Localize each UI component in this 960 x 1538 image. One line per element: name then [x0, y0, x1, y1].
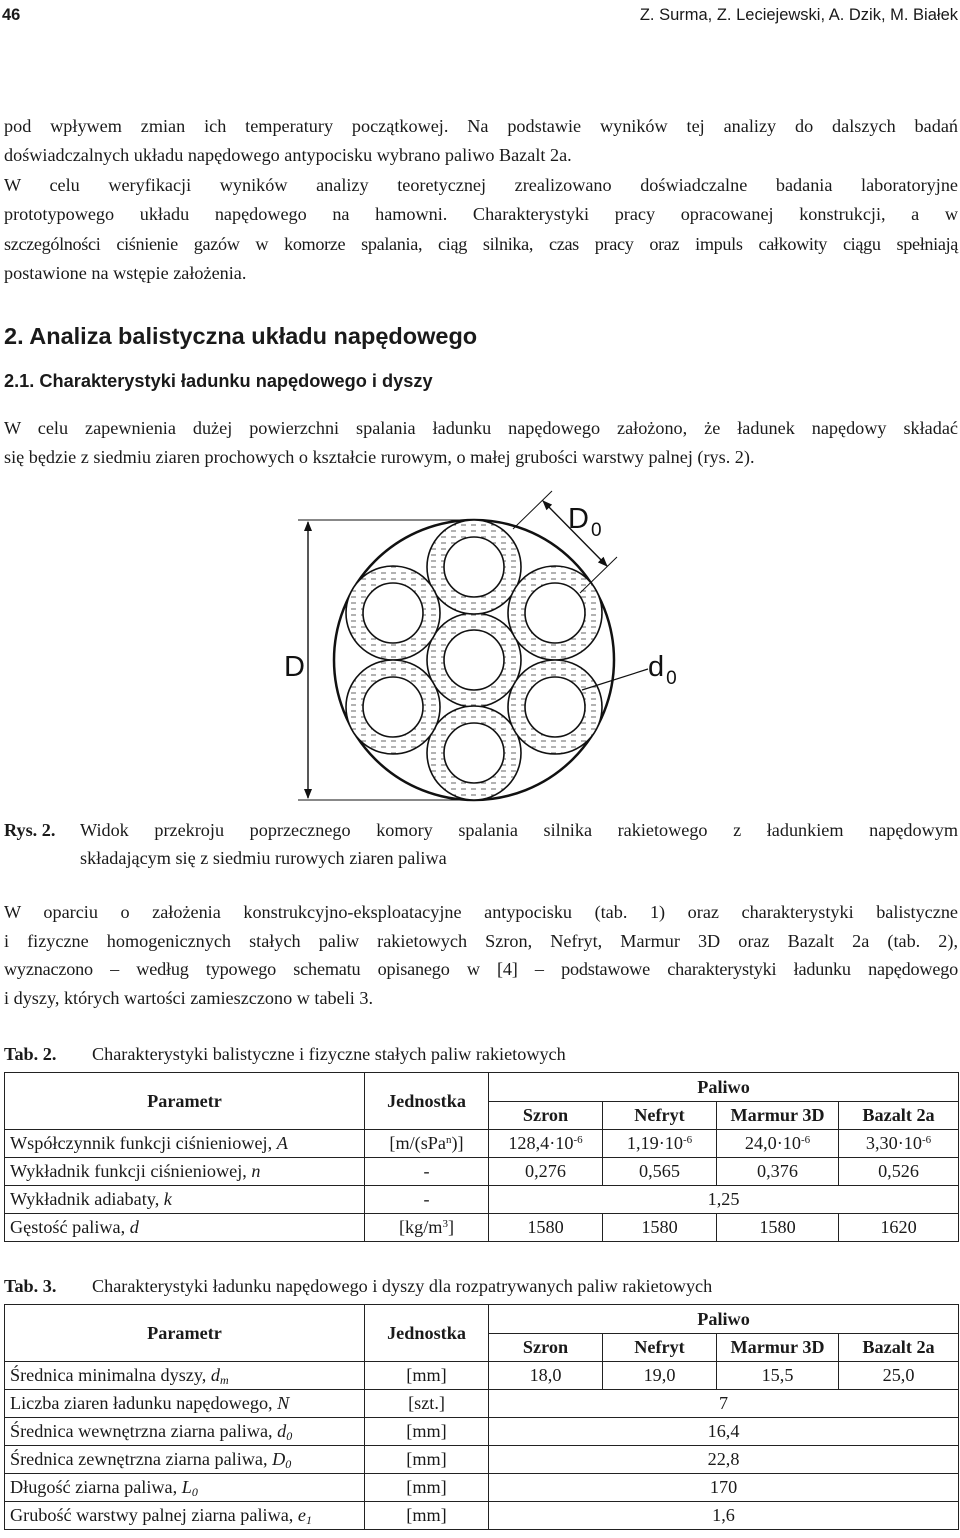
value-cell: 18,0	[489, 1362, 603, 1390]
param-cell: Współczynnik funkcji ciśnieniowej, A	[5, 1130, 365, 1158]
table-row	[5, 1446, 959, 1474]
value-cell: 22,8	[489, 1446, 959, 1474]
header-fuel: Paliwo	[489, 1305, 959, 1334]
value-cell: 1580	[489, 1214, 603, 1242]
table-caption: Charakterystyki balistyczne i fizyczne stałych paliw rakietowych	[92, 1044, 566, 1064]
table-row	[5, 1158, 959, 1186]
table-row	[5, 1186, 959, 1214]
value-cell: 0,276	[489, 1158, 603, 1186]
header-fuel-name: Szron	[489, 1102, 603, 1130]
text-line: pod wpływem zmian ich temperatury początkowej. Na podstawie wyników tej analizy do dalszych badań	[4, 116, 958, 136]
value-cell: $3,30\cdot 10^{-6}$	[839, 1130, 959, 1158]
header-fuel-name: Bazalt 2a	[839, 1102, 959, 1130]
table-row	[5, 1130, 959, 1158]
text-line: szczególności ciśnienie gazów w komorze spalania, ciąg silnika, czas pracy oraz impuls całkowity ciągu spełniają	[4, 233, 958, 254]
value-cell: 0,526	[839, 1158, 959, 1186]
header-parameter: Parametr	[5, 1305, 365, 1362]
unit-cell: -	[365, 1186, 489, 1214]
table-row	[5, 1474, 959, 1502]
header-fuel-name: Marmur 3D	[717, 1102, 839, 1130]
value-cell: 1580	[717, 1214, 839, 1242]
header-fuel-name: Bazalt 2a	[839, 1334, 959, 1362]
value-cell: 15,5	[717, 1362, 839, 1390]
value-cell: 19,0	[603, 1362, 717, 1390]
header-parameter: Parametr	[5, 1073, 365, 1130]
page-number: 46	[2, 6, 21, 24]
table-row	[5, 1362, 959, 1390]
param-cell: Wykładnik adiabaty, k	[5, 1186, 365, 1214]
caption-line: Widok przekroju poprzecznego komory spalania silnika rakietowego z ładunkiem napędowym	[80, 820, 958, 840]
table2	[4, 1072, 959, 1242]
table-row	[5, 1214, 959, 1242]
table-row	[5, 1418, 959, 1446]
subsection-heading: 2.1. Charakterystyki ładunku napędowego i dyszy	[4, 371, 433, 391]
grains	[346, 520, 602, 800]
cross-section-diagram	[0, 490, 960, 802]
table-row	[5, 1502, 959, 1530]
text-line: doświadczalnych układu napędowego antypocisku wybrano paliwo Bazalt 2a.	[4, 145, 572, 166]
unit-cell: [mm]	[365, 1362, 489, 1390]
header-unit: Jednostka	[365, 1073, 489, 1130]
unit-cell: [mm]	[365, 1446, 489, 1474]
label-D0: D $_0$	[568, 503, 602, 541]
unit-cell: -	[365, 1158, 489, 1186]
value-cell: 0,376	[717, 1158, 839, 1186]
table-caption: Charakterystyki ładunku napędowego i dyszy dla rozpatrywanych paliw rakietowych	[92, 1276, 713, 1296]
param-cell: Liczba ziaren ładunku napędowego, N	[5, 1390, 365, 1418]
unit-cell: [mm]	[365, 1474, 489, 1502]
text-line: i fizyczne homogenicznych stałych paliw rakietowych Szron, Nefryt, Marmur 3D oraz Bazalt 2a (tab. 2),	[4, 930, 958, 951]
value-cell: $1,19\cdot 10^{-6}$	[603, 1130, 717, 1158]
paragraph-assumptions	[4, 898, 958, 1013]
table3	[4, 1304, 959, 1530]
table-row	[5, 1390, 959, 1418]
text-line: się będzie z siedmiu ziaren prochowych o kształcie rurowym, o małej grubości warstwy palnej (rys. 2).	[4, 447, 755, 468]
header-fuel-name: Szron	[489, 1334, 603, 1362]
value-cell: 16,4	[489, 1418, 959, 1446]
unit-cell: $[kg/m^3]$	[365, 1214, 489, 1242]
running-authors: Z. Surma, Z. Leciejewski, A. Dzik, M. Białek	[639, 6, 958, 24]
param-cell: Wykładnik funkcji ciśnieniowej, n	[5, 1158, 365, 1186]
table-label: Tab. 2.	[4, 1044, 57, 1064]
value-cell: 1,25	[489, 1186, 959, 1214]
unit-cell: [m/(sPa$^n$)]	[365, 1130, 489, 1158]
text-line: W celu weryfikacji wyników analizy teoretycznej zrealizowano doświadczalne badania laboratoryjne	[4, 174, 958, 195]
param-cell: Średnica minimalna dyszy, $d_m$	[5, 1362, 365, 1390]
value-cell: 1620	[839, 1214, 959, 1242]
value-cell: $128,4\cdot 10^{-6}$	[489, 1130, 603, 1158]
paragraph-charge	[4, 414, 958, 473]
header-fuel: Paliwo	[489, 1073, 959, 1102]
label-D: D	[284, 651, 305, 683]
table-label: Tab. 3.	[4, 1276, 57, 1296]
caption-line: składającym się z siedmiu rurowych ziaren paliwa	[80, 848, 447, 868]
header-fuel-name: Marmur 3D	[717, 1334, 839, 1362]
text-line: W celu zapewnienia dużej powierzchni spalania ładunku napędowego założono, że ładunek napędowy składać	[4, 418, 958, 438]
param-cell: Średnica wewnętrzna ziarna paliwa, $d_0$	[5, 1418, 365, 1446]
value-cell: 7	[489, 1390, 959, 1418]
value-cell: 25,0	[839, 1362, 959, 1390]
text-line: wyznaczono – według typowego schematu opisanego w [4] – podstawowe charakterystyki ładunku napędowego	[4, 959, 958, 980]
header-fuel-name: Nefryt	[603, 1334, 717, 1362]
value-cell: 1,6	[489, 1502, 959, 1530]
value-cell: 0,565	[603, 1158, 717, 1186]
label-d0: d $_0$	[648, 651, 677, 689]
section-heading: 2. Analiza balistyczna układu napędowego	[4, 323, 478, 349]
caption-label: Rys. 2.	[4, 820, 56, 840]
param-cell: Średnica zewnętrzna ziarna paliwa, $D_0$	[5, 1446, 365, 1474]
unit-cell: [mm]	[365, 1502, 489, 1530]
param-cell: Długość ziarna paliwa, $L_0$	[5, 1474, 365, 1502]
unit-cell: [szt.]	[365, 1390, 489, 1418]
text-line: postawione na wstępie założenia.	[4, 263, 247, 284]
text-line: W oparciu o założenia konstrukcyjno-eksploatacyjne antypocisku (tab. 1) oraz charakterystyki balistyczne	[4, 902, 958, 922]
header-unit: Jednostka	[365, 1305, 489, 1362]
unit-cell: [mm]	[365, 1418, 489, 1446]
header-fuel-name: Nefryt	[603, 1102, 717, 1130]
text-line: i dyszy, których wartości zamieszczono w tabeli 3.	[4, 988, 374, 1009]
param-cell: Grubość warstwy palnej ziarna paliwa, $e_1$	[5, 1502, 365, 1530]
value-cell: 1580	[603, 1214, 717, 1242]
page-header	[0, 6, 960, 28]
value-cell: $24,0\cdot 10^{-6}$	[717, 1130, 839, 1158]
paragraph-intro	[4, 112, 958, 288]
text-line: prototypowego układu napędowego na hamowni. Charakterystyki pracy opracowanej konstrukcji, a w	[4, 204, 958, 225]
figure-cross-section	[0, 490, 960, 802]
param-cell: Gęstość paliwa, d	[5, 1214, 365, 1242]
value-cell: 170	[489, 1474, 959, 1502]
